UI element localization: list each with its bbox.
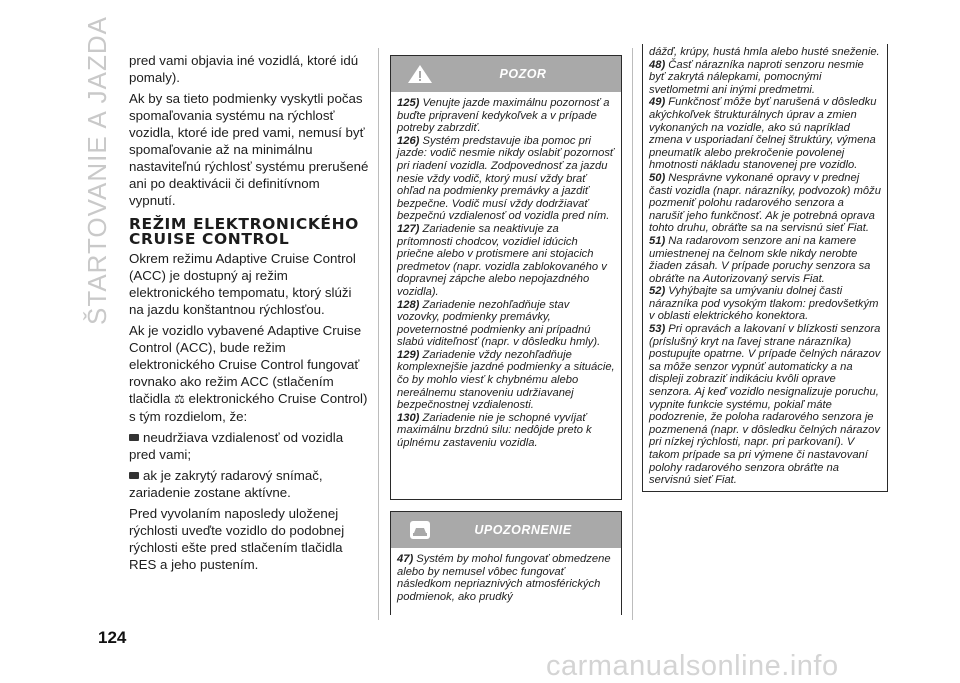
watermark-text: carmanualsonline.info <box>546 650 839 682</box>
section-heading: REŽIM ELEKTRONICKÉHO CRUISE CONTROL <box>129 215 359 248</box>
main-text-column <box>129 52 369 577</box>
notice-item-50: 50) Nesprávne vykonané opravy v prednej časti vozidla (napr. nárazníky, podvozok) môžu pozmeniť polohu radarového senzora a narušiť jeho funkčnosť. Ak je potrebná oprava tohto druhu, obráťte sa na servisnú sieť Fiat. <box>649 171 881 235</box>
paragraph-3: Okrem režimu Adaptive Cruise Control (ACC) je dostupný aj režim elektronického tempomatu, ktorý slúži na jazdu konštantnou rýchlosťou. <box>129 251 356 317</box>
warning-item-125: 125) Venujte jazde maximálnu pozornosť a buďte pripravení kedykoľvek a v prípade potreby zabrzdiť. <box>397 97 610 135</box>
paragraph-4 <box>129 322 369 425</box>
chapter-side-title <box>74 15 120 325</box>
warning-box-title: POZOR <box>499 66 547 81</box>
paragraph-5: Pred vyvolaním naposledy uloženej rýchlosti uveďte vozidlo do podobnej rýchlosti ešte pred stlačením tlačidla RES a jeho pustením. <box>129 506 345 572</box>
notice-box-body <box>391 548 621 607</box>
warning-box-header <box>391 56 621 92</box>
notice-continuation-lead: dážď, krúpy, hustá hmla alebo husté sneženie. <box>649 46 880 58</box>
notice-box-header <box>391 512 621 548</box>
paragraph-1: pred vami objavia iné vozidlá, ktoré idú pomaly). <box>129 53 359 85</box>
car-notice-icon <box>407 520 433 540</box>
notice-box-upozornenie <box>390 511 622 615</box>
bullet-item-2: ak je zakrytý radarový snímač, zariadenie zostane aktívne. <box>129 467 369 501</box>
warning-box-pozor <box>390 55 622 500</box>
paragraph-2: Ak by sa tieto podmienky vyskytli počas spomaľovania systému na rýchlosť vozidla, ktoré ide pred vami, nemusí byť spomaľovanie až na minimálnu nastaviteľnú rýchlosť systému prerušené ani po deaktivácii či definitívnom vypnutí. <box>129 91 369 208</box>
notice-box-title: UPOZORNENIE <box>474 522 572 537</box>
warning-item-129: 129) Zariadenie vždy nezohľadňuje komplexnejšie jazdné podmienky a situácie, čo by mohlo viesť k chybnému alebo nereálnemu stanoveniu udržiavanej bezpečnostnej vzdialenosti. <box>397 348 615 412</box>
notice-item-53: 53) Pri opravách a lakovaní v blízkosti senzora (príslušný kryt na ľavej strane nárazníka) postupujte opatrne. V prípade čelných nárazov sa môže senzor vypnúť automaticky a na displeji zobraziť indikáciu kvôli oprave senzora. Aj keď vozidlo nesignalizuje poruchu, vypnite funkcie systému, pokiaľ máte podozrenie, že poloha radarového senzora je pozmenená (napr. v dôsledku čelných nárazov pri nízkej rýchlosti, napr. pri parkovaní). V takom prípade sa pri výmene či nastavovaní polohy radarového senzora obráťte na servisnú sieť Fiat. <box>649 323 881 487</box>
cruise-control-button-icon: ⚖ <box>174 392 185 406</box>
warning-item-130: 130) Zariadenie nie je schopné vyvíjať maximálnu brzdnú silu: nedôjde preto k úplnému zastaveniu vozidla. <box>397 411 592 450</box>
column-divider-1 <box>378 48 379 620</box>
column-divider-2 <box>632 48 633 620</box>
warning-box-body <box>391 92 621 454</box>
page-number: 124 <box>98 628 127 647</box>
warning-item-126: 126) Systém predstavuje iba pomoc pri jazde: vodič nesmie nikdy oslabiť pozornosť pri riadení vozidla. Zodpovednosť za jazdu nesie vždy vodič, ktorý musí vždy brať ohľad na podmienky premávky a jazdiť bezpečne. Vodič musí vždy dodržiavať bezpečnú vzdialenosť od vozidla pred ním. <box>397 134 614 223</box>
warning-item-127: 127) Zariadenie sa neaktivuje za prítomnosti chodcov, vozidiel idúcich priečne alebo v protismere ani stojacich predmetov (napr. vozidla zablokovaného v dopravnej zápche alebo nepojazdného vozidla). <box>397 222 607 298</box>
notice-item-48: 48) Časť nárazníka naproti senzoru nesmie byť zakrytá nálepkami, pomocnými svetlometmi ani inými predmetmi. <box>649 58 864 96</box>
notice-item-49: 49) Funkčnosť môže byť narušená v dôsledku akýchkoľvek štrukturálnych úprav a zmien vykonaných na vozidle, ako sú napríklad zmena v usporiadaní čelnej štruktúry, výmena pneumatík alebo prekročenie povolenej hmotnosti nákladu stanovenej pre vozidlo. <box>649 96 877 172</box>
notice-continuation-column <box>642 44 888 492</box>
warning-triangle-icon <box>407 64 433 84</box>
notice-item-47: 47) Systém by mohol fungovať obmedzene alebo by nemusel vôbec fungovať následkom nepriaznivých atmosférických podmienok, ako prudký <box>397 553 611 603</box>
warning-item-128: 128) Zariadenie nezohľadňuje stav vozovky, podmienky premávky, poveternostné podmienky ani prípadnú slabú viditeľnosť (napr. v dôsledku hmly). <box>397 298 601 349</box>
notice-item-52: 52) Vyhýbajte sa umývaniu dolnej časti nárazníka pod vysokým tlakom: predovšetkým v oblasti elektrického konektora. <box>649 285 879 323</box>
paragraph-4-part-b: elektronického Cruise Control) s tým rozdielom, že: <box>129 391 368 424</box>
chapter-side-title-text: ŠTARTOVANIE A JAZDA <box>81 15 112 325</box>
notice-item-51: 51) Na radarovom senzore ani na kamere umiestnenej na čelnom skle nikdy nerobte žiaden zásah. V prípade poruchy senzora sa obráťte na Autorizovaný servis Fiat. <box>649 234 871 285</box>
paragraph-4-part-a: Ak je vozidlo vybavené Adaptive Cruise Control (ACC), bude režim elektronického Cruise Control fungovať rovnako ako režim ACC (stlačením tlačidla <box>129 323 362 406</box>
bullet-item-1: neudržiava vzdialenosť od vozidla pred vami; <box>129 429 369 463</box>
